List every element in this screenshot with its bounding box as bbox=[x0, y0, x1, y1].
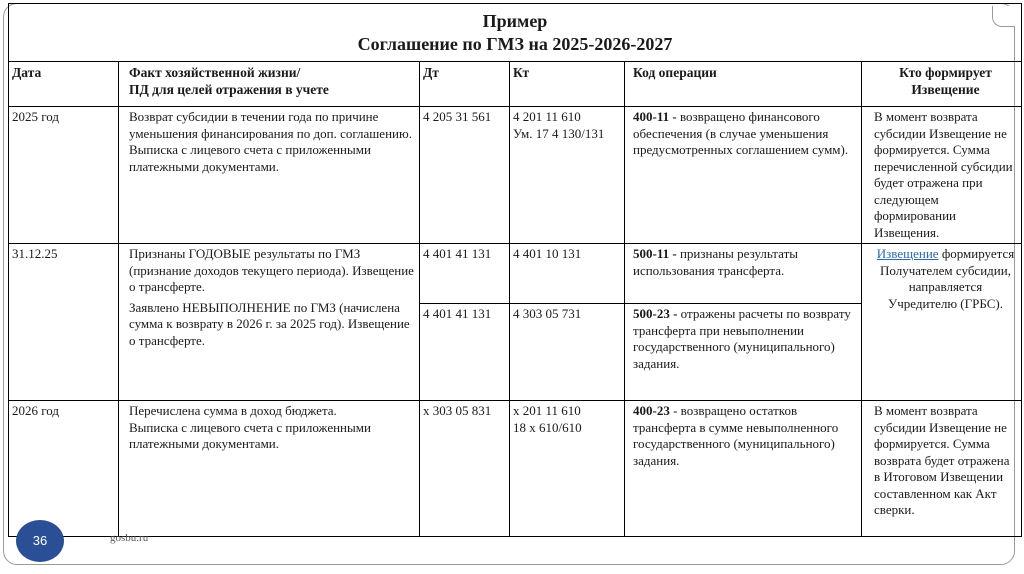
row2a-op-text: признаны результаты использования трансферта. bbox=[633, 246, 799, 278]
row2-fact bbox=[119, 244, 420, 401]
row2-who bbox=[862, 244, 1022, 401]
header-fact bbox=[119, 62, 420, 107]
row3-date: 2026 год bbox=[9, 401, 119, 537]
header-who-line2: Извещение bbox=[911, 81, 980, 97]
table-row bbox=[9, 107, 1022, 244]
row1-who: В момент возврата субсидии Извещение не формируется. Сумма перечисленной субсидии будет отражена при следующем формировании Извещения. bbox=[862, 107, 1022, 244]
row2-who-text: формируется Получателем субсидии, направляется Учредителю (ГРБС). bbox=[880, 246, 1015, 311]
row1-kt bbox=[510, 107, 625, 244]
source-label: gosbu.ru bbox=[110, 532, 149, 544]
table-row bbox=[9, 401, 1022, 537]
row3-op bbox=[625, 401, 862, 537]
row2a-op bbox=[625, 244, 862, 304]
row1-fact bbox=[119, 107, 420, 244]
row2a-op-code: 500-11 - bbox=[633, 246, 677, 261]
header-who-line1: Кто формирует bbox=[899, 65, 992, 80]
row3-fact-2: Выписка с лицевого счета с приложенными платежными документами. bbox=[129, 419, 371, 451]
row3-fact-1: Перечислена сумма в доход бюджета. bbox=[129, 403, 337, 418]
row1-date: 2025 год bbox=[9, 107, 119, 244]
row2b-op-text: отражены расчеты по возврату трансферта при невыполнении государственного (муниципального) задания. bbox=[633, 306, 851, 371]
row3-op-text: - возвращено остатков трансферта в сумме невыполненного государственного (муниципального) задания. bbox=[633, 403, 839, 468]
slide-subtitle: Соглашение по ГМЗ на 2025-2026-2027 bbox=[357, 34, 673, 54]
row2-fact-a: Признаны ГОДОВЫЕ результаты по ГМЗ (признание доходов текущего периода). Извещение о трансферте. bbox=[129, 246, 414, 294]
header-who bbox=[862, 62, 1022, 107]
notice-link[interactable]: Извещение bbox=[876, 246, 939, 261]
header-fact-line1: Факт хозяйственной жизни/ bbox=[129, 65, 301, 80]
row3-fact bbox=[119, 401, 420, 537]
header-kt: Кт bbox=[510, 62, 625, 107]
table-header-row bbox=[9, 62, 1022, 107]
row3-kt-line2: 18 х 610/610 bbox=[513, 419, 582, 435]
row1-kt-line1: 4 201 11 610 bbox=[513, 109, 581, 124]
row1-fact-1: Возврат субсидии в течении года по причине уменьшения финансирования по доп. соглашению. bbox=[129, 109, 412, 141]
row1-dt: 4 205 31 561 bbox=[420, 107, 510, 244]
row2b-dt: 4 401 41 131 bbox=[420, 304, 510, 401]
row1-op-text: возвращено финансового обеспечения (в случае уменьшения предусмотренных соглашением сумм). bbox=[633, 109, 849, 157]
row2b-op bbox=[625, 304, 862, 401]
page-number: 36 bbox=[16, 520, 64, 562]
accounting-table bbox=[8, 61, 1022, 537]
header-op: Код операции bbox=[625, 62, 862, 107]
header-dt: Дт bbox=[420, 62, 510, 107]
row2a-dt: 4 401 41 131 bbox=[420, 244, 510, 304]
header-date: Дата bbox=[9, 62, 119, 107]
row3-kt bbox=[510, 401, 625, 537]
row3-kt-line1: х 201 11 610 bbox=[513, 403, 581, 418]
row1-op-code: 400-11 - bbox=[633, 109, 677, 124]
header-fact-line2: ПД для целей отражения в учете bbox=[129, 81, 329, 97]
slide-title: Пример bbox=[482, 11, 548, 31]
row2b-op-code: 500-23 - bbox=[633, 306, 678, 321]
row3-op-code: 400-23 bbox=[633, 403, 670, 418]
row3-who: В момент возврата субсидии Извещение не формируется. Сумма возврата будет отражена в Итоговом Извещении составленном как Акт сверки. bbox=[862, 401, 1022, 537]
row1-kt-line2: Ум. 17 4 130/131 bbox=[513, 125, 605, 141]
row2b-kt: 4 303 05 731 bbox=[510, 304, 625, 401]
table-row bbox=[9, 244, 1022, 304]
row3-dt: х 303 05 831 bbox=[420, 401, 510, 537]
row1-fact-2: Выписка с лицевого счета с приложенными платежными документами. bbox=[129, 142, 371, 174]
row2-fact-b: Заявлено НЕВЫПОЛНЕНИЕ по ГМЗ (начислена сумма к возврату в 2026 г. за 2025 год). Извещение о трансферте. bbox=[129, 299, 410, 348]
row2-date: 31.12.25 bbox=[9, 244, 119, 401]
row2a-kt: 4 401 10 131 bbox=[510, 244, 625, 304]
title-block bbox=[8, 3, 1022, 62]
row1-op bbox=[625, 107, 862, 244]
